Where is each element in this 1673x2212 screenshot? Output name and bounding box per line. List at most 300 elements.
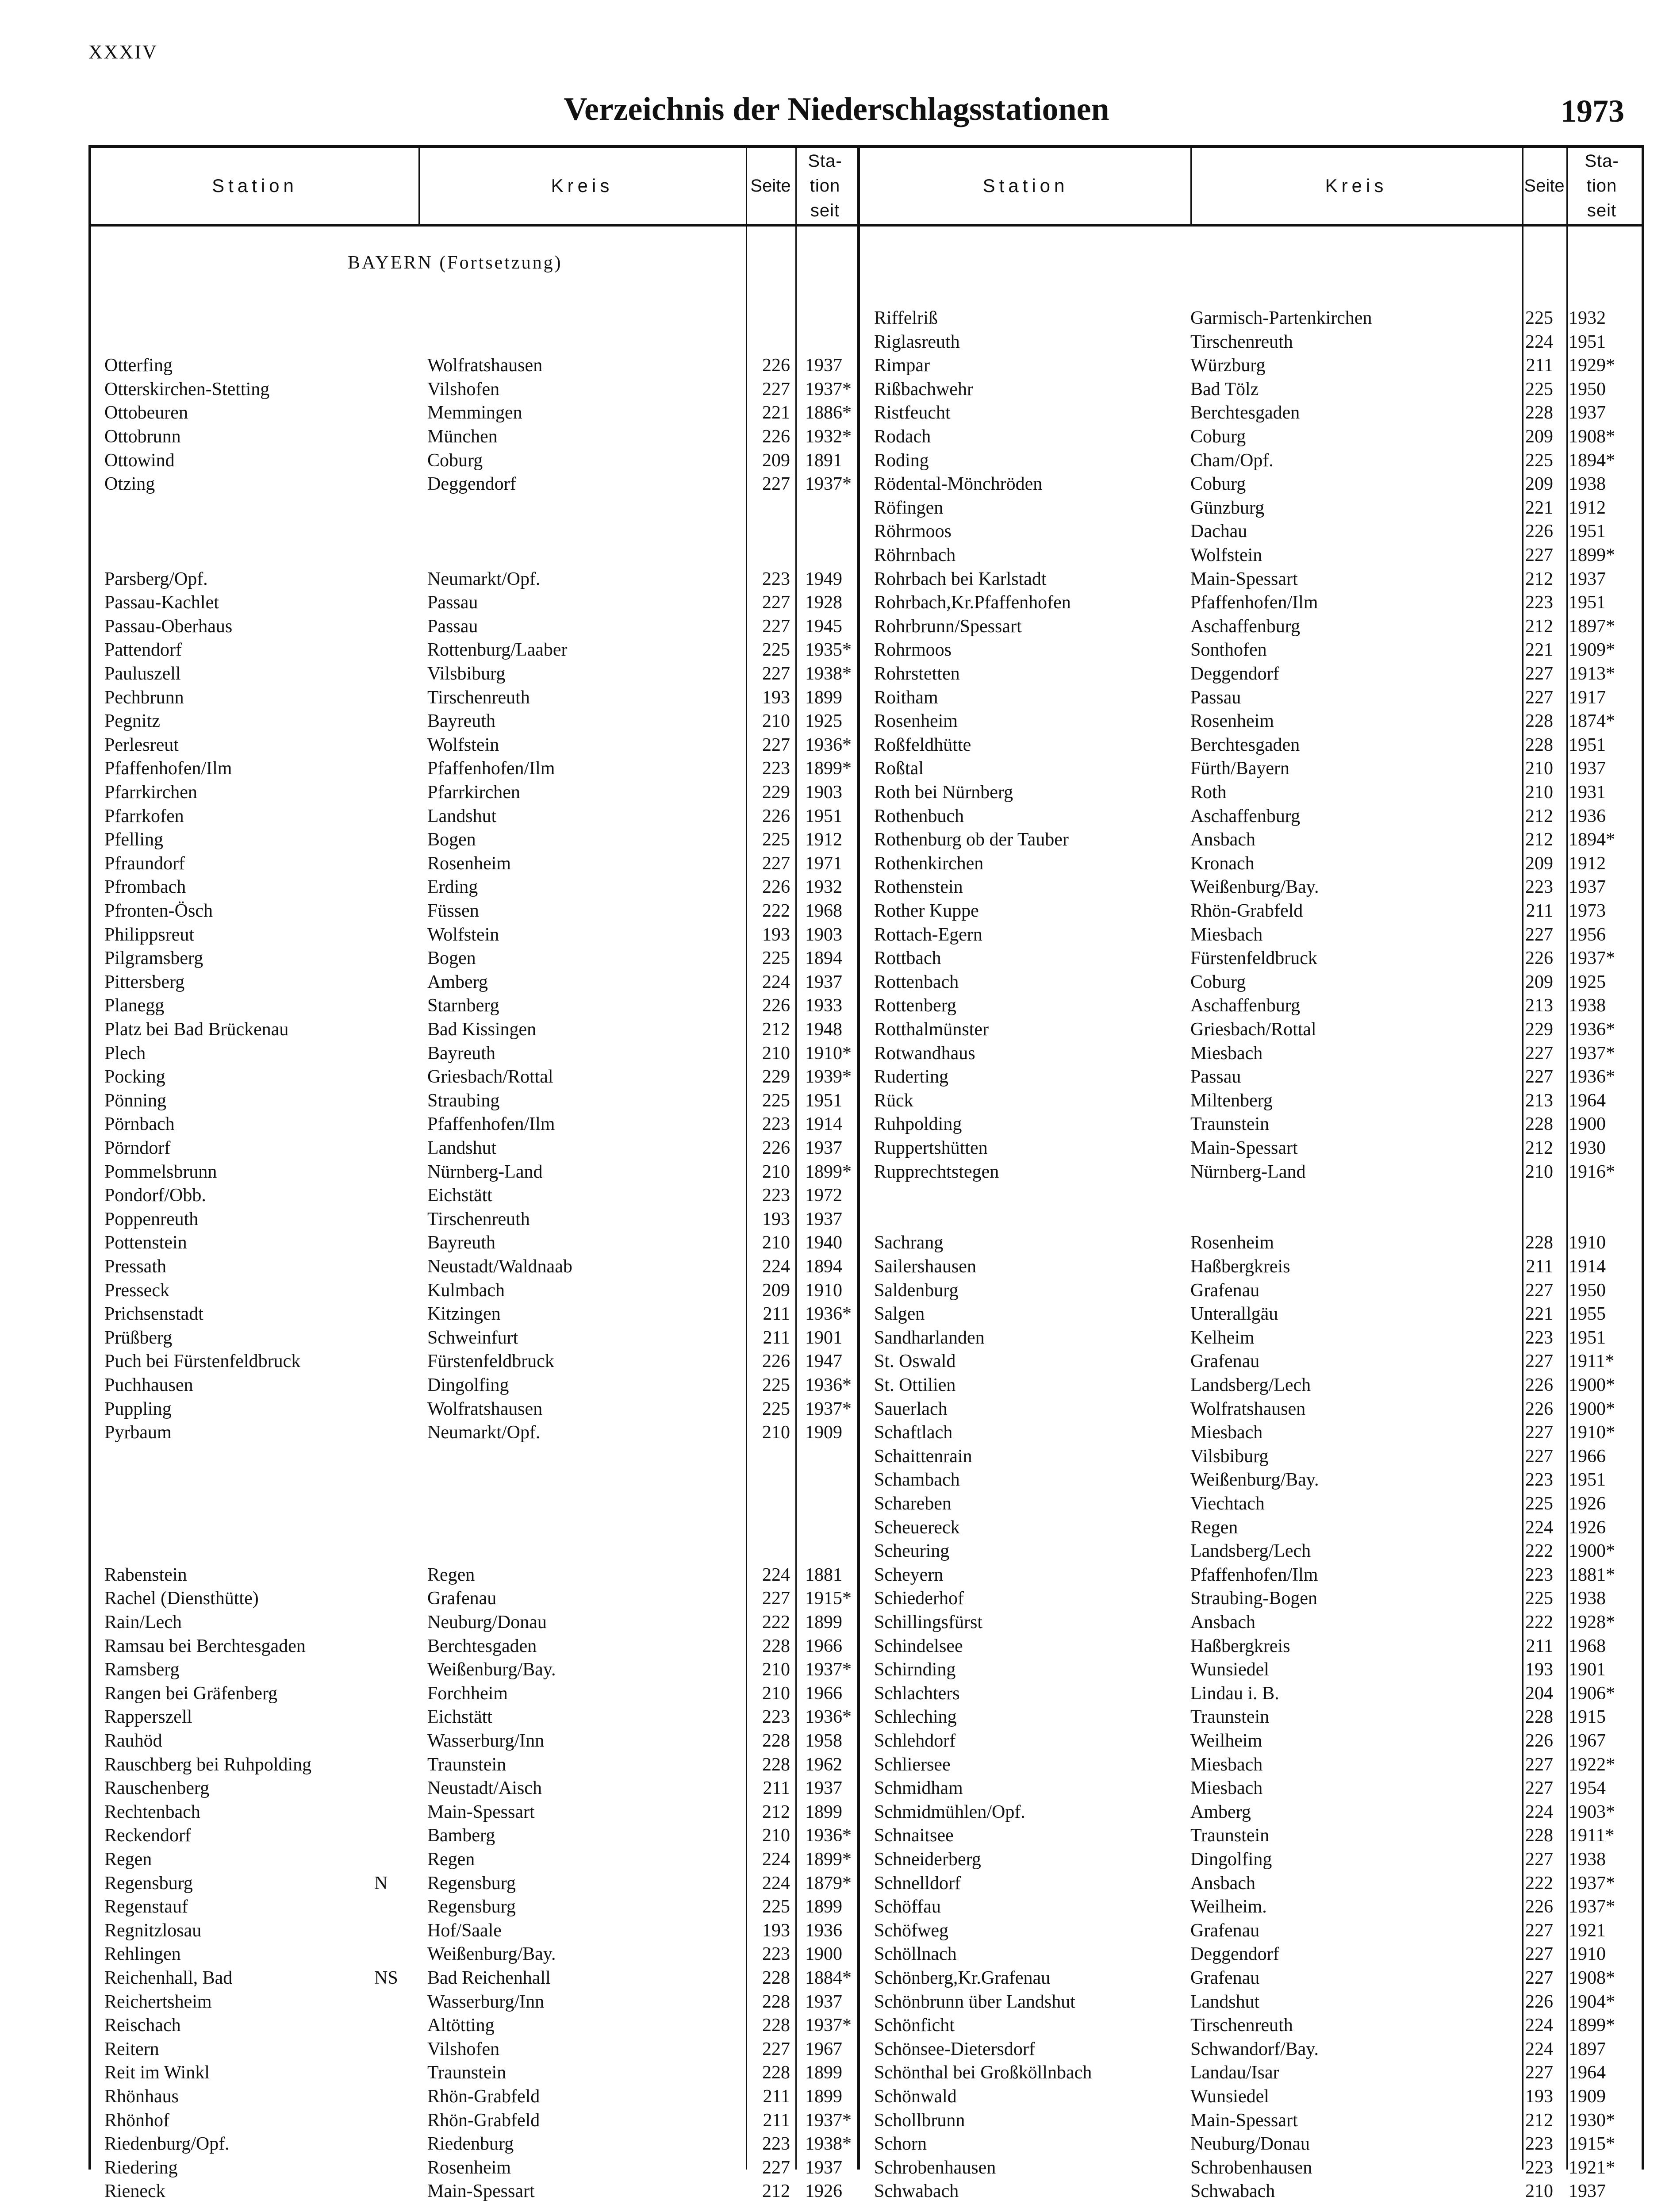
kreis-name: Regen: [1190, 1517, 1238, 1538]
kreis-name: Viechtach: [1190, 1494, 1265, 1514]
station-name: Puch bei Fürstenfeldbruck: [104, 1351, 301, 1372]
table-row: [861, 401, 1642, 425]
seit-value: 1967: [1569, 1731, 1606, 1751]
seit-value: 1951: [1569, 1470, 1606, 1490]
kreis-name: Neustadt/Waldnaab: [427, 1256, 572, 1277]
seit-value: 1881*: [1569, 1564, 1615, 1585]
kreis-name: Kulmbach: [427, 1280, 505, 1301]
seit-value: 1899: [805, 687, 842, 708]
kreis-name: Griesbach/Rottal: [427, 1067, 553, 1087]
seit-value: 1951: [1569, 521, 1606, 542]
station-name: Rißbachwehr: [874, 379, 973, 399]
seit-value: 1910: [805, 1280, 842, 1301]
table-row: [91, 2061, 856, 2085]
seite-value: 211: [763, 2086, 790, 2107]
seite-value: 223: [1525, 2157, 1553, 2178]
kreis-name: Grafenau: [1190, 1351, 1260, 1372]
seite-value: 226: [1525, 521, 1553, 542]
seite-value: 228: [1525, 1825, 1553, 1846]
table-row: [91, 2179, 856, 2203]
seit-value: 1911*: [1569, 1351, 1615, 1372]
kreis-name: Miesbach: [1190, 1043, 1263, 1064]
table-row: [861, 1563, 1642, 1587]
seit-value: 1921: [1569, 1920, 1606, 1941]
seit-value: 1915*: [1569, 2134, 1615, 2154]
table-row: [861, 1468, 1642, 1492]
seite-value: 227: [1525, 1778, 1553, 1799]
seit-value: 1904*: [1569, 1991, 1615, 2012]
seit-value: 1937*: [805, 1659, 852, 1680]
kreis-name: Landau/Isar: [1190, 2062, 1279, 2083]
kreis-name: Tirschenreuth: [1190, 331, 1293, 352]
seite-value: 210: [1525, 782, 1553, 803]
station-name: Reit im Winkl: [104, 2062, 210, 2083]
table-row: [91, 1658, 856, 1682]
station-name: Reitern: [104, 2039, 159, 2059]
kreis-name: Landshut: [1190, 1991, 1260, 2012]
seit-value: 1931: [1569, 782, 1606, 803]
table-row: [91, 852, 856, 876]
kreis-name: Miltenberg: [1190, 1090, 1273, 1111]
seit-value: 1909: [805, 1422, 842, 1443]
station-name: Ruppertshütten: [874, 1138, 988, 1158]
table-row: [861, 1444, 1642, 1468]
seite-value: 210: [762, 1043, 790, 1064]
table-row: [91, 1563, 856, 1587]
seit-value: 1951: [1569, 592, 1606, 613]
kreis-name: Pfaffenhofen/Ilm: [1190, 1564, 1318, 1585]
seite-value: 212: [1525, 568, 1553, 589]
station-name: Ruderting: [874, 1067, 948, 1087]
table-row: [861, 899, 1642, 923]
kreis-name: Straubing-Bogen: [1190, 1588, 1317, 1609]
table-row: [861, 1373, 1642, 1397]
table-row: [861, 994, 1642, 1018]
station-name: Regenstauf: [104, 1897, 188, 1917]
station-name: Platz bei Bad Brückenau: [104, 1019, 289, 1040]
kreis-name: Kitzingen: [427, 1304, 501, 1325]
seite-value: 228: [762, 1731, 790, 1751]
seit-value: 1925: [1569, 972, 1606, 992]
seite-value: 227: [1525, 664, 1553, 684]
kreis-name: Rhön-Grabfeld: [427, 2086, 540, 2107]
kreis-name: Traunstein: [427, 2062, 507, 2083]
station-name: Pocking: [104, 1067, 165, 1087]
seit-value: 1916*: [1569, 1161, 1615, 1182]
kreis-name: Landshut: [427, 806, 497, 826]
table-row: [91, 1705, 856, 1729]
seit-value: 1921*: [1569, 2157, 1615, 2178]
table-row: [861, 757, 1642, 780]
seit-value: 1910*: [805, 1043, 852, 1064]
kreis-name: Griesbach/Rottal: [1190, 1019, 1316, 1040]
station-name: Pfelling: [104, 830, 163, 850]
table-row: [861, 733, 1642, 757]
station-name: Rottenbach: [874, 972, 959, 992]
seit-value: 1966: [805, 1683, 842, 1704]
seite-value: 222: [762, 901, 790, 921]
kreis-name: Bogen: [427, 948, 476, 969]
table-row: [91, 472, 856, 496]
seit-value: 1912: [1569, 497, 1606, 518]
table-row: [91, 353, 856, 377]
kreis-name: Pfaffenhofen/Ilm: [1190, 592, 1318, 613]
table-row: [861, 1800, 1642, 1824]
kreis-name: Passau: [427, 616, 478, 637]
seite-value: 224: [1525, 1517, 1553, 1538]
seite-value: 223: [762, 1707, 790, 1728]
seit-value: 1909: [1569, 2086, 1606, 2107]
seite-value: 227: [762, 616, 790, 637]
kreis-name: Schweinfurt: [427, 1327, 518, 1348]
seit-value: 1937: [1569, 2181, 1606, 2202]
seite-value: 225: [762, 640, 790, 661]
seite-value: 223: [1525, 1564, 1553, 1585]
seite-value: 224: [762, 1564, 790, 1585]
table-row: [861, 1160, 1642, 1184]
seite-value: 227: [1525, 924, 1553, 945]
seit-value: 1937: [805, 1138, 842, 1158]
kreis-name: Regen: [427, 1564, 475, 1585]
header-rule: [91, 224, 1642, 227]
kreis-name: Wolfstein: [1190, 545, 1262, 565]
seit-value: 1894: [805, 1256, 842, 1277]
kreis-name: Bad Tölz: [1190, 379, 1259, 399]
table-row: [861, 1990, 1642, 2014]
station-name: Poppenreuth: [104, 1209, 199, 1229]
seit-value: 1930*: [1569, 2110, 1615, 2131]
kreis-name: Unterallgäu: [1190, 1304, 1278, 1325]
kreis-name: Dingolfing: [1190, 1849, 1272, 1870]
table-row: [91, 401, 856, 425]
seite-value: 227: [1525, 545, 1553, 565]
seit-value: 1955: [1569, 1304, 1606, 1325]
table-row: [861, 496, 1642, 520]
table-row: [861, 1776, 1642, 1800]
station-name: Riedenburg/Opf.: [104, 2134, 230, 2154]
seite-value: 212: [762, 1019, 790, 1040]
kreis-name: Rottenburg/Laaber: [427, 640, 568, 661]
station-name: Rapperszell: [104, 1707, 192, 1728]
seit-value: 1936*: [805, 1375, 852, 1395]
seite-value: 209: [1525, 474, 1553, 495]
kreis-name: Rosenheim: [427, 853, 511, 874]
section-label: BAYERN (Fortsetzung): [348, 253, 563, 273]
kreis-name: Passau: [427, 592, 478, 613]
kreis-name: Traunstein: [1190, 1707, 1270, 1728]
table-row: [91, 638, 856, 662]
kreis-name: Coburg: [1190, 474, 1246, 495]
table-row: [861, 1421, 1642, 1444]
station-name: Otterskirchen-Stetting: [104, 379, 270, 399]
seite-value: 225: [762, 1897, 790, 1917]
station-name: Reischach: [104, 2015, 181, 2036]
station-name: Schrobenhausen: [874, 2157, 996, 2178]
station-name: Sachrang: [874, 1233, 944, 1253]
seit-value: 1899: [805, 2062, 842, 2083]
kreis-name: Passau: [1190, 687, 1241, 708]
station-name: Schöllnach: [874, 1944, 957, 1965]
table-row: [861, 1729, 1642, 1753]
kreis-name: Bamberg: [427, 1825, 495, 1846]
table-row: [91, 1586, 856, 1610]
station-name: Reckendorf: [104, 1825, 191, 1846]
seite-value: 224: [1525, 2015, 1553, 2036]
seit-value: 1973: [1569, 901, 1606, 921]
table-row: [861, 638, 1642, 662]
station-name: Rehlingen: [104, 1944, 181, 1965]
station-name: Rimpar: [874, 355, 930, 376]
table-row: [861, 1705, 1642, 1729]
station-name: Schönficht: [874, 2015, 955, 2036]
kreis-name: Main-Spessart: [1190, 2110, 1298, 2131]
seit-value: 1917: [1569, 687, 1606, 708]
header-kreis-right: Kreis: [1325, 175, 1388, 196]
seit-value: 1915: [1569, 1707, 1606, 1728]
kreis-name: Fürth/Bayern: [1190, 758, 1289, 779]
seite-value: 193: [1525, 2086, 1553, 2107]
table-row: [91, 970, 856, 994]
kreis-name: Tirschenreuth: [427, 1209, 530, 1229]
table-row: [91, 1847, 856, 1871]
seite-value: 210: [762, 1422, 790, 1443]
station-name: Schönsee-Dietersdorf: [874, 2039, 1035, 2059]
station-name: Schöffau: [874, 1897, 941, 1917]
kreis-name: Wunsiedel: [1190, 2086, 1269, 2107]
table-row: [861, 2179, 1642, 2203]
station-name: Riffelriß: [874, 308, 938, 328]
station-name: Rupprechtstegen: [874, 1161, 999, 1182]
station-name: Pfarrkofen: [104, 806, 184, 826]
table-row: [861, 1326, 1642, 1350]
seite-value: 212: [1525, 830, 1553, 850]
rule-kreis-left: [418, 148, 420, 224]
seite-value: 228: [762, 1636, 790, 1656]
table-row: [861, 1682, 1642, 1705]
seit-value: 1937*: [1569, 1873, 1615, 1893]
table-row: [861, 804, 1642, 828]
seit-value: 1899: [805, 1612, 842, 1632]
seit-value: 1932*: [805, 426, 852, 447]
seite-value: 223: [1525, 1470, 1553, 1490]
seit-value: 1908*: [1569, 426, 1615, 447]
station-name: Rothenbuch: [874, 806, 964, 826]
station-name: Pechbrunn: [104, 687, 184, 708]
seit-value: 1922*: [1569, 1754, 1615, 1775]
table-row: [861, 946, 1642, 970]
seite-value: 225: [762, 948, 790, 969]
seit-value: 1937: [805, 972, 842, 992]
seite-value: 225: [1525, 308, 1553, 328]
seit-value: 1937: [805, 1209, 842, 1229]
kreis-name: Lindau i. B.: [1190, 1683, 1279, 1704]
seit-value: 1903: [805, 782, 842, 803]
kreis-name: Main-Spessart: [1190, 1138, 1298, 1158]
station-name: Rohrbrunn/Spessart: [874, 616, 1022, 637]
seite-value: 223: [1525, 1327, 1553, 1348]
station-name: Parsberg/Opf.: [104, 568, 208, 589]
station-name: Scheuring: [874, 1541, 950, 1562]
seit-value: 1937: [805, 1991, 842, 2012]
station-name: Rothenburg ob der Tauber: [874, 830, 1069, 850]
seit-value: 1900*: [1569, 1541, 1615, 1562]
kreis-name: Deggendorf: [427, 474, 516, 495]
table-row: [861, 1089, 1642, 1113]
station-name: Rotthalmünster: [874, 1019, 989, 1040]
kreis-name: Miesbach: [1190, 1778, 1263, 1799]
station-name: Otterfing: [104, 355, 173, 376]
table-row: [861, 2037, 1642, 2061]
seit-value: 1936: [1569, 806, 1606, 826]
kreis-name: Haßbergkreis: [1190, 1636, 1290, 1656]
table-row: [861, 306, 1642, 330]
table-row: [91, 449, 856, 472]
seit-value: 1909*: [1569, 640, 1615, 661]
station-name: Rain/Lech: [104, 1612, 182, 1632]
table-row: [91, 757, 856, 780]
year-label: 1973: [1561, 93, 1624, 129]
station-name: Schillingsfürst: [874, 1612, 983, 1632]
table-row: [861, 2132, 1642, 2156]
page-title: Verzeichnis der Niederschlagsstationen: [564, 91, 1109, 127]
station-name: Schlehdorf: [874, 1731, 956, 1751]
seite-value: 227: [1525, 1849, 1553, 1870]
seite-value: 227: [1525, 1351, 1553, 1372]
kreis-name: Cham/Opf.: [1190, 450, 1274, 471]
station-name: Rödental-Mönchröden: [874, 474, 1043, 495]
table-row: [91, 1279, 856, 1302]
station-name: Pauluszell: [104, 664, 181, 684]
station-name: Rabenstein: [104, 1564, 187, 1585]
station-name: Schönberg,Kr.Grafenau: [874, 1968, 1051, 1988]
table-row: [861, 1895, 1642, 1919]
seite-value: 227: [1525, 1754, 1553, 1775]
seit-value: 1932: [805, 877, 842, 898]
table-row: [91, 1373, 856, 1397]
table-row: [91, 1990, 856, 2014]
seite-value: 224: [762, 972, 790, 992]
seite-value: 211: [1526, 901, 1553, 921]
kreis-name: Deggendorf: [1190, 664, 1279, 684]
station-name: Salgen: [874, 1304, 925, 1325]
kreis-name: Pfarrkirchen: [427, 782, 520, 803]
seite-value: 226: [762, 877, 790, 898]
seite-value: 226: [1525, 948, 1553, 969]
seite-value: 210: [1525, 1161, 1553, 1182]
station-name: Rauschberg bei Ruhpolding: [104, 1754, 312, 1775]
station-name: Pottenstein: [104, 1233, 187, 1253]
header-station-right: Station: [982, 175, 1069, 196]
header-seite-right: Seite: [1524, 176, 1565, 196]
seit-value: 1914: [805, 1114, 842, 1135]
table-row: [91, 1397, 856, 1421]
table-row: [861, 1919, 1642, 1943]
station-name: Rohrmoos: [874, 640, 952, 661]
station-name: Pörndorf: [104, 1138, 171, 1158]
kreis-name: Garmisch-Partenkirchen: [1190, 308, 1372, 328]
seit-value: 1910: [1569, 1233, 1606, 1253]
station-name: Schnaitsee: [874, 1825, 954, 1846]
kreis-name: Rhön-Grabfeld: [1190, 901, 1303, 921]
seite-value: 212: [762, 1801, 790, 1822]
seite-value: 225: [1525, 1494, 1553, 1514]
seit-value: 1964: [1569, 2062, 1606, 2083]
seit-value: 1968: [1569, 1636, 1606, 1656]
kreis-name: Bogen: [427, 830, 476, 850]
station-name: Sandharlanden: [874, 1327, 985, 1348]
seit-value: 1914: [1569, 1256, 1606, 1277]
station-name: Schliersee: [874, 1754, 951, 1775]
station-name: Rottenberg: [874, 995, 956, 1016]
seit-value: 1879*: [805, 1873, 852, 1893]
table-row: [91, 1634, 856, 1658]
seit-value: 1937: [1569, 877, 1606, 898]
table-row: [861, 1492, 1642, 1516]
kreis-name: Wolfratshausen: [1190, 1398, 1306, 1419]
table-row: [861, 780, 1642, 804]
kreis-name: Coburg: [1190, 426, 1246, 447]
table-row: [91, 2108, 856, 2132]
seite-value: 222: [1525, 1541, 1553, 1562]
table-row: [91, 425, 856, 449]
kreis-name: Bayreuth: [427, 711, 495, 732]
seite-value: 224: [1525, 331, 1553, 352]
station-name: Philippsreut: [104, 924, 195, 945]
table-row: [91, 1207, 856, 1231]
page-number: XXXIV: [88, 41, 158, 63]
seit-value: 1937*: [805, 2110, 852, 2131]
station-name: Rottbach: [874, 948, 941, 969]
table-row: [91, 899, 856, 923]
station-name: Plech: [104, 1043, 146, 1064]
seite-value: 227: [1525, 1968, 1553, 1988]
kreis-name: Aschaffenburg: [1190, 616, 1301, 637]
table-row: [91, 1041, 856, 1065]
kreis-name: Weißenburg/Bay.: [1190, 1470, 1319, 1490]
seit-value: 1949: [805, 568, 842, 589]
table-row: [91, 662, 856, 686]
seit-value: 1939*: [805, 1067, 852, 1087]
table-row: [91, 2037, 856, 2061]
kreis-name: Vilsbiburg: [1190, 1446, 1269, 1467]
table-row: [861, 449, 1642, 472]
kreis-name: Deggendorf: [1190, 1944, 1279, 1965]
seite-value: 227: [1525, 1067, 1553, 1087]
kreis-name: Rosenheim: [1190, 711, 1274, 732]
kreis-name: Miesbach: [1190, 1754, 1263, 1775]
seit-value: 1928*: [1569, 1612, 1615, 1632]
station-name: Regnitzlosau: [104, 1920, 202, 1941]
station-name: Schmidham: [874, 1778, 963, 1799]
seite-value: 227: [762, 734, 790, 755]
kreis-name: Weißenburg/Bay.: [427, 1659, 556, 1680]
table-row: [861, 1397, 1642, 1421]
table-row: [861, 1847, 1642, 1871]
kreis-name: Grafenau: [1190, 1280, 1260, 1301]
seit-value: 1936*: [805, 1304, 852, 1325]
seite-value: 228: [762, 2015, 790, 2036]
kreis-name: Aschaffenburg: [1190, 995, 1301, 1016]
table-row: [861, 1516, 1642, 1540]
seite-value: 228: [1525, 711, 1553, 732]
table-row: [861, 1255, 1642, 1279]
seit-value: 1926: [805, 2181, 842, 2202]
table-row: [861, 591, 1642, 614]
seit-value: 1937: [805, 2157, 842, 2178]
station-name: Rauschenberg: [104, 1778, 210, 1799]
station-name: Rother Kuppe: [874, 901, 979, 921]
kreis-name: Berchtesgaden: [427, 1636, 537, 1656]
